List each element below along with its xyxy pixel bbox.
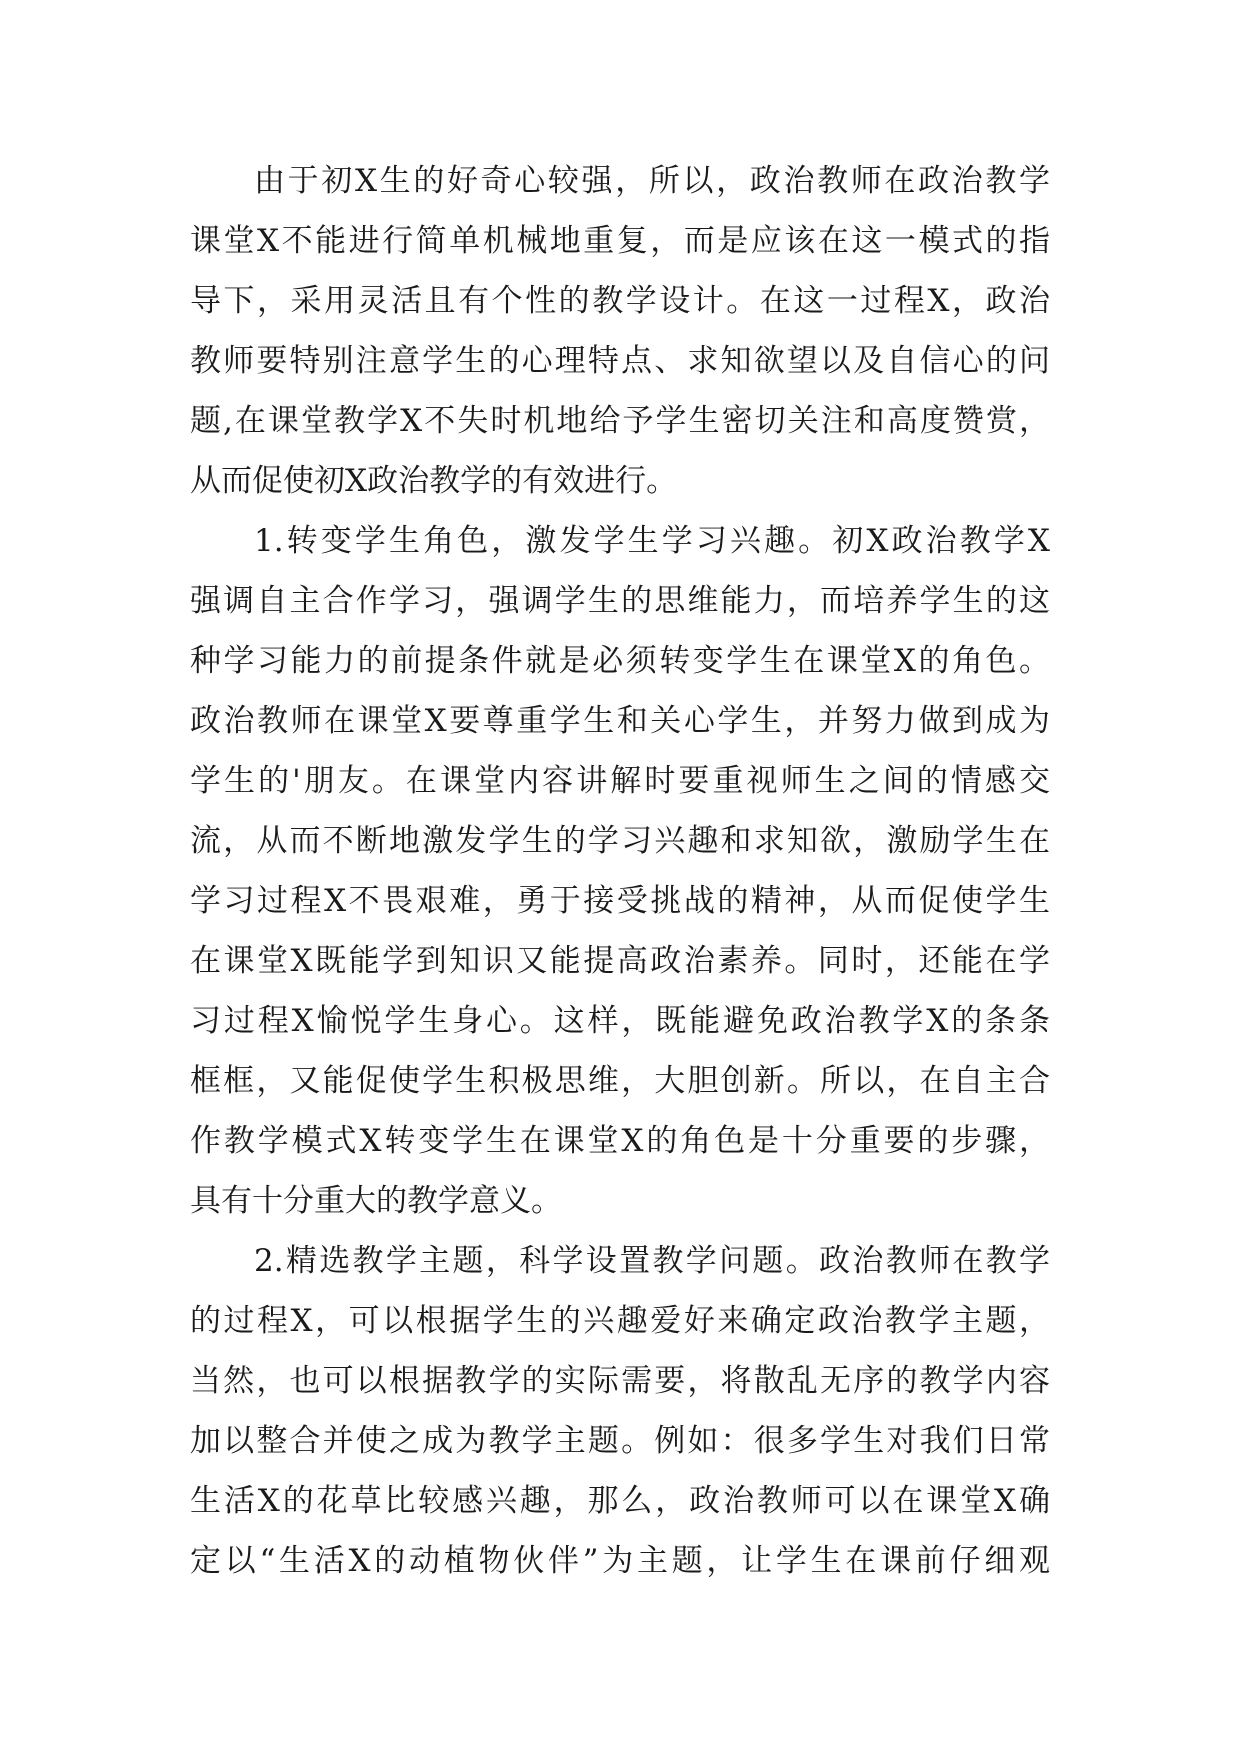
text-line: 生活X的花草比较感兴趣，那么，政治教师可以在课堂X确 — [190, 1483, 1050, 1519]
text-line: 强调自主合作学习，强调学生的思维能力，而培养学生的这 — [190, 583, 1050, 619]
text-line: 定以“生活X的动植物伙伴”为主题，让学生在课前仔细观 — [190, 1543, 1050, 1579]
document-body — [190, 151, 1050, 1591]
paragraph-1 — [190, 151, 1050, 511]
paragraph-2 — [190, 511, 1050, 1231]
text-line: 学生的'朋友。在课堂内容讲解时要重视师生之间的情感交 — [190, 763, 1050, 799]
text-line: 作教学模式X转变学生在课堂X的角色是十分重要的步骤， — [190, 1123, 1050, 1159]
text-line: 学习过程X不畏艰难，勇于接受挑战的精神，从而促使学生 — [190, 883, 1050, 919]
text-line: 1.转变学生角色，激发学生学习兴趣。初X政治教学X — [254, 523, 1050, 559]
text-line: 政治教师在课堂X要尊重学生和关心学生，并努力做到成为 — [190, 703, 1050, 739]
text-line: 导下，采用灵活且有个性的教学设计。在这一过程X，政治 — [190, 283, 1050, 319]
text-line: 在课堂X既能学到知识又能提高政治素养。同时，还能在学 — [190, 943, 1050, 979]
text-line: 教师要特别注意学生的心理特点、求知欲望以及自信心的问 — [190, 343, 1050, 379]
text-line: 2.精选教学主题，科学设置教学问题。政治教师在教学 — [254, 1243, 1050, 1279]
paragraph-3 — [190, 1231, 1050, 1591]
text-line: 种学习能力的前提条件就是必须转变学生在课堂X的角色。 — [190, 643, 1050, 679]
text-line: 题,在课堂教学X不失时机地给予学生密切关注和高度赞赏， — [190, 403, 1050, 439]
text-line: 加以整合并使之成为教学主题。例如：很多学生对我们日常 — [190, 1423, 1050, 1459]
text-line: 框框，又能促使学生积极思维，大胆创新。所以，在自主合 — [190, 1063, 1050, 1099]
text-line: 习过程X愉悦学生身心。这样，既能避免政治教学X的条条 — [190, 1003, 1050, 1039]
text-line: 当然，也可以根据教学的实际需要，将散乱无序的教学内容 — [190, 1363, 1050, 1399]
text-line: 课堂X不能进行简单机械地重复，而是应该在这一模式的指 — [190, 223, 1050, 259]
text-line: 从而促使初X政治教学的有效进行。 — [190, 463, 678, 499]
text-line: 的过程X，可以根据学生的兴趣爱好来确定政治教学主题， — [190, 1303, 1050, 1339]
text-line: 流，从而不断地激发学生的学习兴趣和求知欲，激励学生在 — [190, 823, 1050, 859]
text-line: 具有十分重大的教学意义。 — [190, 1183, 562, 1219]
text-line: 由于初X生的好奇心较强，所以，政治教师在政治教学 — [254, 163, 1050, 199]
